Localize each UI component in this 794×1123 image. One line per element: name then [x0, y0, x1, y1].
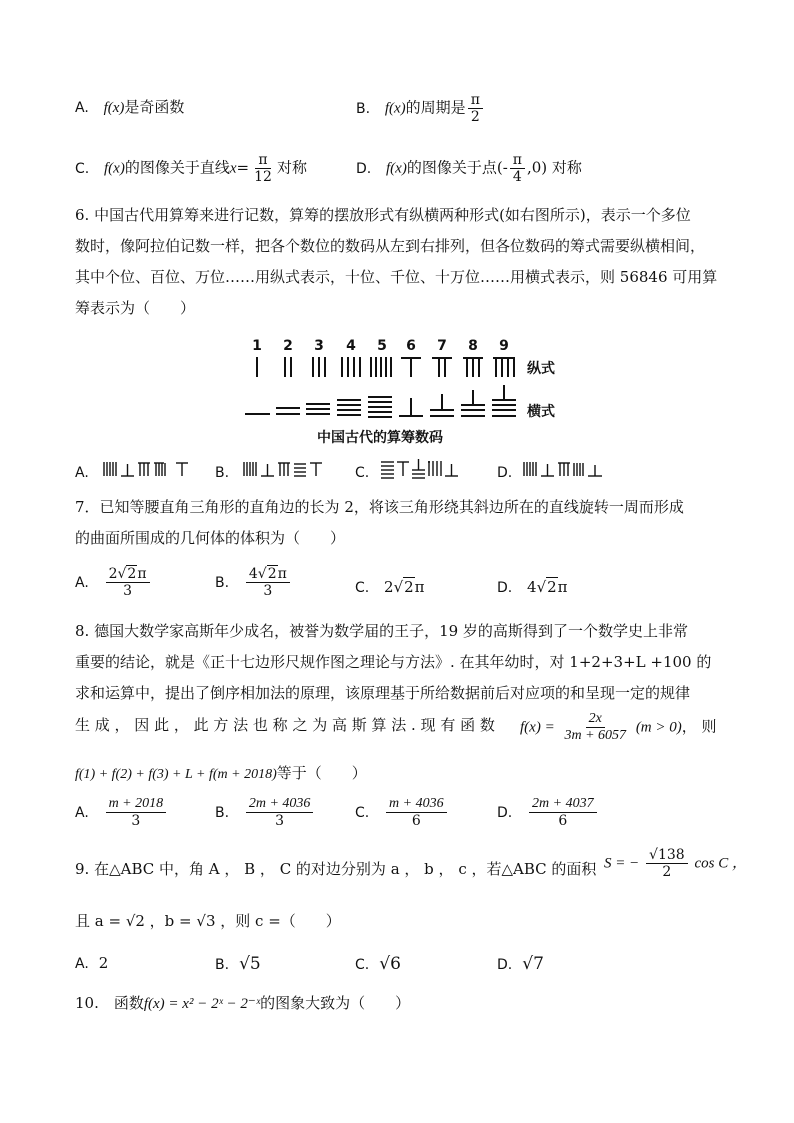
sqrt: √2 — [536, 578, 557, 596]
figure-numbers — [252, 338, 509, 354]
q8-line-5: f(1) + f(2) + f(3) + L + f(m + 2018)等于（ ） — [75, 764, 367, 782]
option-label: D. — [497, 465, 513, 481]
figure-number: 1 — [252, 338, 262, 354]
function-expression: f(x) — [386, 160, 407, 177]
vertical-label: 纵式 — [527, 361, 555, 377]
figure-number: 4 — [346, 338, 356, 354]
figure-number: 7 — [437, 338, 447, 354]
horizontal-rods — [245, 385, 516, 417]
q5-option-c — [75, 152, 307, 185]
fraction: $\frac{m + 2018}{3}$ — [106, 796, 167, 829]
q8-option-a — [75, 796, 168, 829]
q9-option-d: D. √7 — [497, 954, 544, 974]
figure-number: 9 — [499, 338, 509, 354]
option-label: B. — [215, 804, 230, 821]
q7-stem — [75, 492, 725, 554]
figure-number: 8 — [468, 338, 478, 354]
option-label: C. — [355, 465, 370, 481]
fraction: $\frac{2m + 4036}{3}$ — [246, 796, 314, 829]
q5-option-b — [356, 92, 485, 125]
q5-option-d — [356, 152, 582, 185]
fraction: $\frac{\pi}{4}$ — [510, 152, 525, 185]
q8-stem — [75, 616, 725, 709]
function-expression: f(x) — [103, 100, 125, 116]
option-text: 的图像关于点(- — [406, 158, 508, 177]
q6-option-b-rods — [242, 458, 332, 480]
q7-option-b — [215, 566, 292, 599]
option-label: D. — [497, 804, 513, 821]
q8-line-4: 生 成 ， 因 此 ， 此 方 法 也 称 之 为 高 斯 算 法 . 现 有 函 数 — [75, 716, 495, 734]
fraction: $\frac{2x}{3m + 6057}$ — [564, 711, 627, 744]
option-text: 的周期是 — [405, 98, 466, 117]
option-label: C. — [355, 957, 370, 973]
q6-option-a-rods — [102, 458, 192, 480]
option-label: C. — [355, 580, 370, 596]
q8-line-1: 8. 德国大数学家高斯年少成名，被誉为数学届的王子，19 岁的高斯得到了一个数学史上非常 — [75, 622, 688, 640]
fraction: $\frac{2m + 4037}{6}$ — [529, 796, 597, 829]
option-text-end: 对称 — [276, 158, 307, 177]
option-label: A. — [75, 574, 89, 591]
figure-number: 2 — [283, 338, 293, 354]
figure-number: 6 — [406, 338, 416, 354]
q6-option-a — [75, 463, 99, 481]
q7-option-c: C. 2√2π — [355, 578, 425, 596]
q7-line-2: 的曲面所围成的几何体的体积为（ ） — [75, 529, 346, 547]
q9-option-a: A. 2 — [75, 954, 109, 972]
sqrt: √2 — [393, 578, 414, 596]
option-text: 的图像关于直线 — [124, 158, 230, 177]
option-text-end: ,0) 对称 — [526, 158, 582, 177]
option-label: B. — [215, 957, 230, 973]
option-label: C. — [75, 160, 90, 177]
q6-option-c-rods — [380, 456, 475, 480]
q9-area-formula: S = − $\frac{√138}{2}$ cos C ， — [604, 847, 747, 881]
option-label: D. — [356, 160, 372, 177]
horizontal-label: 横式 — [527, 404, 555, 420]
fraction: $\frac{m + 4036}{6}$ — [386, 796, 447, 829]
option-label: D. — [497, 580, 513, 596]
option-label: A. — [75, 100, 89, 116]
option-label: C. — [355, 804, 370, 821]
option-label: A. — [75, 804, 89, 821]
rod-numerals-figure — [240, 332, 570, 450]
option-label: D. — [497, 957, 513, 973]
q10-stem: 10. 函数f(x) = x² − 2ˣ − 2⁻ˣ的图象大致为（ ） — [75, 994, 411, 1012]
fraction: $\frac{\pi}{12}$ — [254, 152, 272, 186]
figure-number: 3 — [314, 338, 324, 354]
q9-option-b: B. √5 — [215, 954, 261, 974]
option-label: B. — [356, 100, 371, 117]
q6-line-2: 数时，像阿拉伯记数一样，把各个数位的数码从左到右排列，但各位数码的筹式需要纵横相间， — [75, 237, 706, 255]
option-label: B. — [215, 465, 230, 481]
figure-number: 5 — [377, 338, 387, 354]
fraction: $\frac{2√2\pi}{3}$ — [106, 566, 150, 599]
equals-sign: = — [236, 158, 250, 177]
option-label: A. — [75, 465, 89, 481]
function-expression: f(x) — [384, 100, 406, 117]
q8-line-3: 求和运算中，提出了倒序相加法的原理，该原理基于所给数据前后对应项的和呈现一定的规律 — [75, 684, 691, 702]
q8-option-d — [497, 796, 599, 829]
q6-option-d — [497, 463, 522, 481]
q6-line-1: 6. 中国古代用算筹来进行记数，算筹的摆放形式有纵横两种形式(如右图所示)，表示一个多位 — [75, 206, 691, 224]
option-text: 是奇函数 — [124, 98, 185, 116]
q9-line-1: 9. 在△ABC 中，角 A ， B ， C 的对边分别为 a ， b ， c ，若△ABC 的面积 — [75, 860, 597, 878]
option-label: B. — [215, 574, 230, 591]
function-expression: f(x) — [104, 160, 125, 177]
option-label: A. — [75, 956, 89, 972]
q6-option-b — [215, 463, 239, 481]
fraction: $\frac{\pi}{2}$ — [468, 92, 483, 125]
q7-option-a — [75, 566, 152, 599]
q6-line-3: 其中个位、百位、万位……用纵式表示，十位、千位、十万位……用横式表示，则 56846 可用算 — [75, 268, 718, 286]
q7-option-d: D. 4√2π — [497, 578, 568, 596]
q7-line-1: 7．已知等腰直角三角形的直角边的长为 2，将该三角形绕其斜边所在的直线旋转一周而形成 — [75, 498, 684, 516]
q6-option-c — [355, 463, 379, 481]
q8-line-2: 重要的结论，就是《正十七边形尺规作图之理论与方法》. 在其年幼时，对 1+2+3+L +100 的 — [75, 653, 712, 671]
q6-option-d-rods — [522, 458, 617, 480]
variable: x — [229, 160, 237, 177]
fraction: $\frac{4√2\pi}{3}$ — [246, 566, 290, 599]
q8-function: f(x) = $\frac{2x}{3m + 6057}$ (m > 0)， 则 — [520, 711, 717, 744]
q8-option-c — [355, 796, 449, 829]
q8-option-b — [215, 796, 315, 829]
q5-option-a — [75, 96, 184, 117]
q9-line-2: 且 a = √2 ，b = √3 ，则 c =（ ） — [75, 912, 341, 930]
q6-stem — [75, 200, 725, 324]
vertical-rods — [257, 357, 515, 377]
q9-option-c: C. √6 — [355, 954, 401, 974]
fraction: $\frac{√138}{2}$ — [646, 847, 688, 880]
figure-caption: 中国古代的算筹数码 — [317, 430, 443, 446]
q6-line-4: 筹表示为（ ） — [75, 299, 196, 317]
